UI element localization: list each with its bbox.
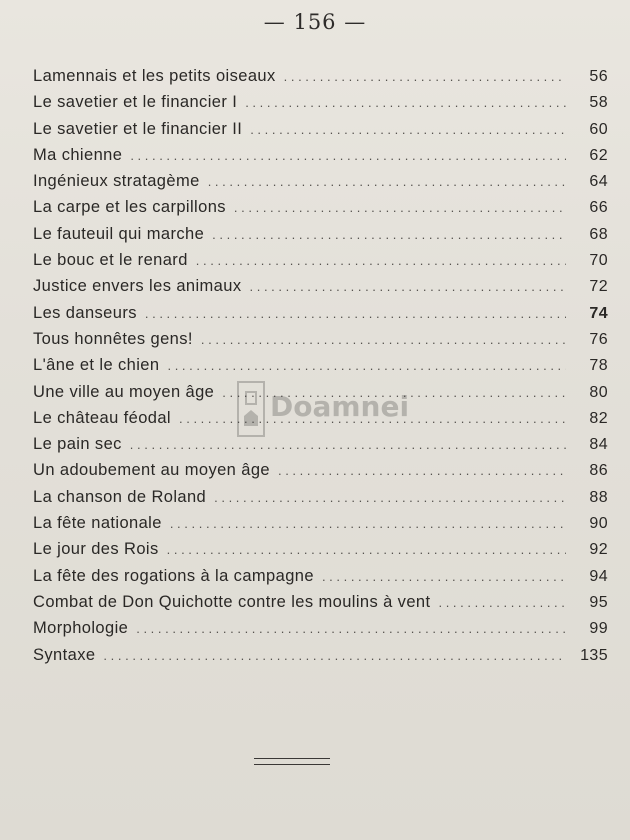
dot-leader [130, 143, 566, 169]
toc-entry-page: 95 [589, 593, 608, 611]
toc-entry-title: Ma chienne [33, 145, 123, 164]
dot-leader [250, 117, 566, 143]
toc-entry [33, 300, 608, 326]
toc-entry-page: 58 [589, 94, 608, 112]
toc-entry-title: Les danseurs [33, 303, 137, 322]
toc-entry-page: 84 [589, 436, 608, 454]
toc-entry [33, 510, 608, 536]
dot-leader [322, 564, 566, 590]
toc-entry-page: 56 [589, 68, 608, 85]
toc-entry-page: 82 [589, 409, 608, 427]
dot-leader [167, 353, 566, 379]
toc-entry-page: 74 [589, 304, 608, 322]
toc-entry-title: Une ville au moyen âge [33, 382, 215, 401]
toc-entry-page: 90 [589, 515, 608, 533]
dot-leader [284, 64, 566, 90]
toc-entry-page: 72 [589, 278, 608, 296]
toc-entry-page: 99 [589, 620, 608, 638]
toc-entry [33, 484, 608, 510]
toc-entry-title: Syntaxe [33, 645, 96, 664]
toc-entry-page: 94 [589, 567, 608, 585]
toc-entry-title: Le jour des Rois [33, 540, 159, 559]
dot-leader [136, 616, 566, 642]
toc-entry-title: Le château féodal [33, 408, 171, 427]
toc-entry [33, 247, 608, 273]
toc-entry-title: La fête des rogations à la campagne [33, 566, 314, 585]
dot-leader [167, 537, 566, 563]
toc-entry [33, 168, 608, 194]
toc-entry-title: Le savetier et le financier I [33, 93, 238, 112]
toc-entry-page: 62 [589, 146, 608, 164]
dot-leader [212, 222, 566, 248]
toc-entry [33, 431, 608, 457]
toc-entry [33, 194, 608, 220]
toc-entry [33, 326, 608, 352]
toc-entry [33, 536, 608, 562]
dot-leader [278, 458, 566, 484]
dot-leader [145, 301, 566, 327]
watermark-text: Doamnei [270, 390, 410, 423]
toc-entry [33, 116, 608, 142]
toc-entry-title: La carpe et les carpillons [33, 198, 226, 217]
end-rule-top [254, 758, 330, 759]
dot-leader [438, 590, 566, 616]
toc-entry-title: Morphologie [33, 619, 129, 638]
toc-entry-page: 66 [589, 199, 608, 217]
toc-entry-page: 68 [589, 225, 608, 243]
toc-entry [33, 615, 608, 641]
dot-leader [250, 274, 567, 300]
toc-entry [33, 642, 608, 668]
toc-entry-title: Lamennais et les petits oiseaux [33, 67, 276, 85]
toc-entry [33, 221, 608, 247]
toc-entry [33, 457, 608, 483]
dot-leader [170, 511, 566, 537]
dot-leader [214, 485, 566, 511]
dot-leader [222, 380, 566, 406]
toc-entry-title: Justice envers les animaux [33, 277, 242, 296]
toc-entry [33, 405, 608, 431]
dot-leader [208, 169, 566, 195]
toc-entry [33, 273, 608, 299]
toc-entry-page: 78 [589, 357, 608, 375]
toc-entry [33, 589, 608, 615]
dot-leader [103, 643, 566, 669]
toc-entry-title: L'âne et le chien [33, 356, 160, 375]
toc-entry [33, 563, 608, 589]
toc-entry-title: Le fauteuil qui marche [33, 224, 205, 243]
dot-leader [245, 90, 566, 116]
toc-entry [33, 142, 608, 168]
toc-entry-title: Ingénieux stratagème [33, 172, 200, 191]
toc-entry [33, 379, 608, 405]
page-number: — 156 — [263, 10, 367, 34]
toc-entry-page: 64 [589, 173, 608, 191]
toc-entry-title: Le savetier et le financier II [33, 119, 243, 138]
toc-entry-page: 80 [589, 383, 608, 401]
toc-entry-page: 86 [589, 462, 608, 480]
toc-entry-page: 135 [580, 646, 608, 664]
dot-leader [179, 406, 566, 432]
toc-entry-page: 70 [589, 252, 608, 270]
toc-entry-title: La fête nationale [33, 514, 162, 533]
end-rule-bottom [254, 764, 330, 765]
toc-entry [33, 63, 608, 89]
toc-entry-page: 88 [589, 488, 608, 506]
toc-entry-title: Le pain sec [33, 435, 122, 454]
dot-leader [130, 432, 566, 458]
toc-entry [33, 89, 608, 115]
toc-entry-title: La chanson de Roland [33, 487, 207, 506]
toc-entry-page: 76 [589, 330, 608, 348]
toc-entry-page: 92 [589, 541, 608, 559]
toc-entry-title: Un adoubement au moyen âge [33, 461, 270, 480]
toc-entry-title: Combat de Don Quichotte contre les moulins à vent [33, 592, 431, 611]
toc-entry-page: 60 [589, 120, 608, 138]
toc-entry-title: Le bouc et le renard [33, 251, 188, 270]
toc-entry-title: Tous honnêtes gens! [33, 329, 193, 348]
toc-entry [33, 352, 608, 378]
dot-leader [201, 327, 566, 353]
table-of-contents [33, 63, 608, 668]
dot-leader [196, 248, 566, 274]
dot-leader [234, 195, 566, 221]
